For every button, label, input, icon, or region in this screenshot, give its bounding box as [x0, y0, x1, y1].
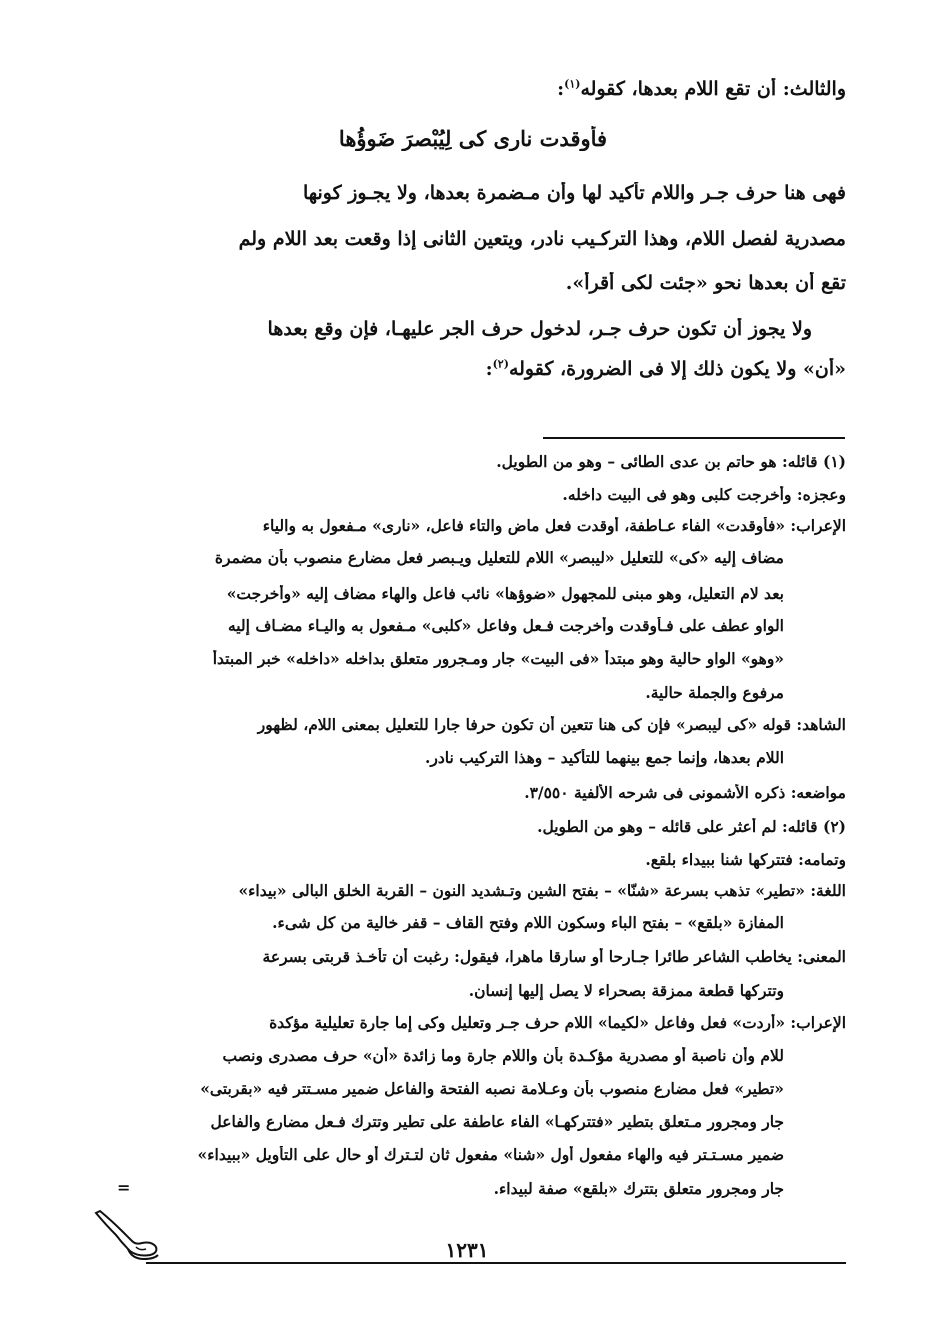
footnote-ref-1: (١) — [564, 78, 581, 91]
fn1-ajz: وعجزه: وأخرجت كلبى وهو فى البيت داخله. — [562, 486, 846, 504]
para2-line-2-text: «أن» ولا يكون ذلك إلا فى الضرورة، كقوله — [508, 358, 846, 380]
fn1-shahid-line-1: الشاهد: قوله «كى ليبصر» فإن كى هنا تتعين أن تكون حرفا جارا للتعليل بمعنى اللام، لظهور — [257, 716, 846, 734]
fn2-irab-line-4: جار ومجرور مـتعلق بتطير «فتتركهـا» الفاء عاطفة على تطير وتترك فـعل مضارع والفاعل — [210, 1113, 784, 1131]
page-number: ١٢٣١ — [445, 1238, 489, 1262]
fn2-tamam: وتمامه: فتتركها شنا ببيداء بلقع. — [645, 851, 846, 869]
fn2-speaker: (٢) قائله: لم أعثر على قائله – وهو من الطويل. — [537, 818, 846, 836]
fn1-irab-line-2: مضاف إليه «كى» للتعليل «ليبصر» اللام للتعليل ويـبصر فعل مضارع منصوب بأن مضمرة — [214, 549, 784, 567]
fn1-irab-line-3: بعد لام التعليل، وهو مبنى للمجهول «ضوؤها» نائب فاعل والهاء مضاف إليه «وأخرجت» — [226, 585, 784, 603]
main-line-1-text: والثالث: أن تقع اللام بعدها، كقوله — [580, 78, 846, 100]
main-line-1 — [100, 78, 846, 101]
fn2-irab-line-6: جار ومجرور متعلق بتترك «بلقع» صفة لبيداء. — [493, 1180, 784, 1198]
fn1-mawadi: مواضعه: ذكره الأشمونى فى شرحه الألفية ٣/٥٥٠. — [524, 784, 846, 802]
fn1-irab-line-4: الواو عطف على فـأوقدت وأخرجت فـعل وفاعل «كلبى» مـفعول به واليـاء مضـاف إليه — [227, 617, 784, 635]
para2-line-1: ولا يجوز أن تكون حرف جـر، لدخول حرف الجر عليهـا، فإن وقع بعدها — [267, 318, 812, 340]
bottom-rule — [146, 1262, 846, 1264]
para1-line-1: فهى هنا حرف جـر واللام تأكيد لها وأن مـضمرة بعدها، ولا يجـوز كونها — [302, 182, 846, 204]
para1-line-2: مصدرية لفصل اللام، وهذا التركـيب نادر، ويتعين الثانى إذا وقعت بعد اللام ولم — [238, 228, 846, 250]
fn2-irab-line-2: للام وأن ناصبة أو مصدرية مؤكـدة بأن واللام جارة وما زائدة «أن» حرف مصدرى ونصب — [222, 1047, 784, 1065]
fn2-irab-line-5: ضمير مسـتـتر فيه والهاء مفعول أول «شنا» مفعول ثان لتـترك أو حال على التأويل «ببيداء» — [197, 1146, 784, 1164]
fn2-lugha-line-1: اللغة: «تطير» تذهب بسرعة «شنّا» – بفتح الشين وتـشديد النون – القربة الخلق البالى «بيداء» — [238, 882, 846, 900]
fn1-irab-line-5: «وهو» الواو حالية وهو مبتدأ «فى البيت» جار ومـجرور متعلق بداخله «داخله» خبر المبتدأ — [212, 650, 784, 668]
main-line-1-colon: : — [557, 78, 565, 100]
fn2-irab-line-3: «تطير» فعل مضارع منصوب بأن وعـلامة نصبه الفتحة والفاعل ضمير مسـتتر فيه «بقربتى» — [200, 1080, 784, 1098]
fn1-speaker: (١) قائله: هو حاتم بن عدى الطائى – وهو من الطويل. — [496, 453, 846, 471]
para1-line-3: تقع أن بعدها نحو «جئت لكى أقرأ». — [565, 272, 846, 294]
fn2-mana-line-1: المعنى: يخاطب الشاعر طائرا جـارحا أو سارقا ماهرا، فيقول: رغبت أن تأخـذ قربتى بسرعة — [262, 948, 846, 966]
fn1-irab-line-1: الإعراب: «فأوقدت» الفاء عـاطفة، أوقدت فعل ماض والتاء فاعل، «نارى» مـفعول به والياء — [262, 517, 846, 535]
verse-line: فأوقدت نارى كى لِيُبْصرَ ضَوؤُها — [338, 126, 608, 151]
para2-line-2 — [100, 358, 846, 381]
para2-line-2-colon: : — [485, 358, 493, 380]
footnote-ref-2: (٢) — [492, 358, 509, 371]
fn2-mana-line-2: وتتركها قطعة ممزقة بصحراء لا يصل إليها إنسان. — [468, 982, 784, 1000]
fn2-irab-line-1: الإعراب: «أردت» فعل وفاعل «لكيما» اللام حرف جـر وتعليل وكى إما جارة تعليلية مؤكدة — [269, 1014, 846, 1032]
fn1-irab-line-6: مرفوع والجملة حالية. — [645, 684, 784, 702]
continuation-mark: = — [117, 1178, 131, 1197]
fn2-lugha-line-2: المفازة «بلقع» – بفتح الباء وسكون اللام وفتح القاف – قفر خالية من كل شىء. — [272, 914, 784, 932]
fn1-shahid-line-2: اللام بعدها، وإنما جمع بينهما للتأكيد – وهذا التركيب نادر. — [425, 749, 784, 767]
footnote-separator — [543, 437, 845, 439]
